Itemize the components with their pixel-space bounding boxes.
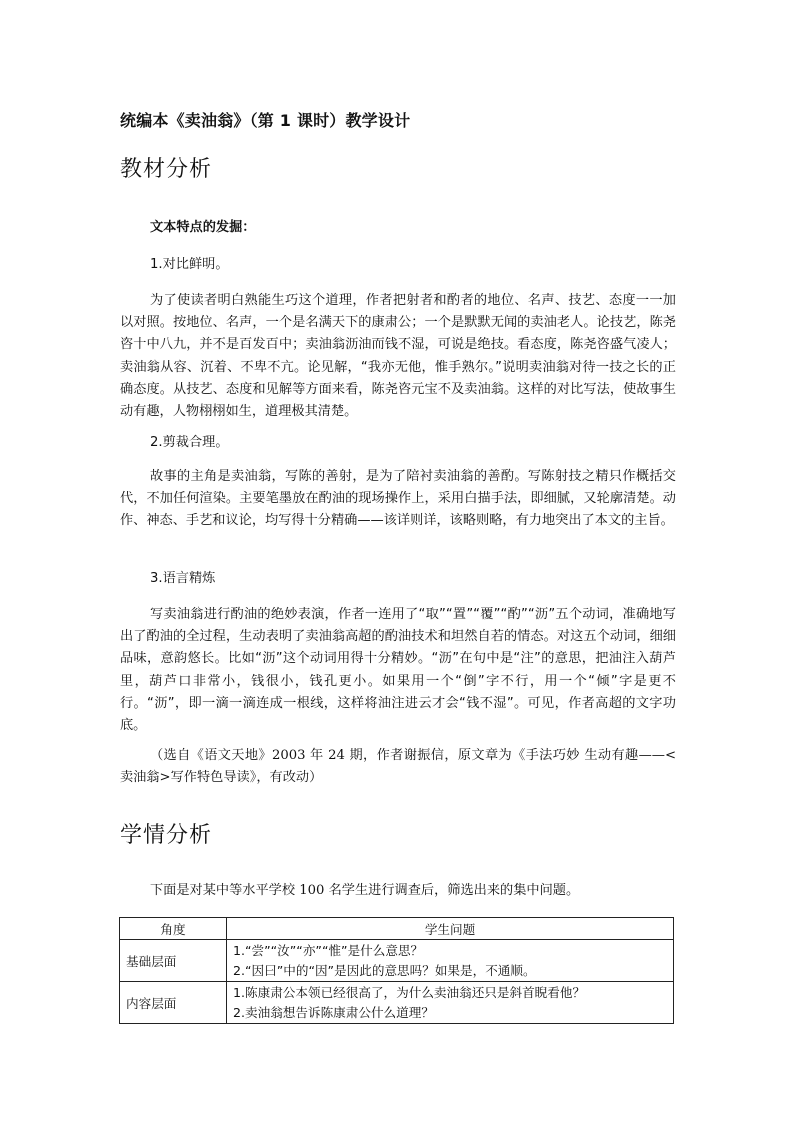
header-angle: 角度 xyxy=(120,918,227,940)
student-questions-table xyxy=(119,917,674,1024)
document-title: 统编本《卖油翁》（第 1 课时）教学设计 xyxy=(120,111,411,130)
question-item: 2.“因曰”中的“因”是因此的意思吗？如果是，不通顺。 xyxy=(233,962,536,978)
row-questions xyxy=(227,982,674,1024)
point-1-body: 为了使读者明白熟能生巧这个道理，作者把射者和酌者的地位、名声、技艺、态度一一加以对照。按地位、名声，一个是名满天下的康肃公；一个是默默无闻的卖油老人。论技艺，陈尧咨十中八九，并不是百发百中；卖油翁沥油而钱不湿，可说是绝技。看态度，陈尧咨盛气凌人；卖油翁从容、沉着、不卑不亢。论见解，“我亦无他，惟手熟尔。”说明卖油翁对待一技之长的正确态度。从技艺、态度和见解等方面来看，陈尧咨元宝不及卖油翁。这样的对比写法，使故事生动有趣，人物栩栩如生，道理极其清楚。 xyxy=(120,293,676,420)
subheading-text-features: 文本特点的发掘： xyxy=(150,220,256,235)
point-1-title: 1.对比鲜明。 xyxy=(150,257,229,272)
point-3-title: 3.语言精炼 xyxy=(150,571,216,586)
row-category: 基础层面 xyxy=(120,940,227,982)
source-citation: （选自《语文天地》2003 年 24 期，作者谢振信，原文章为《手法巧妙 生动有趣——<卖油翁>写作特色导读》，有改动） xyxy=(120,748,676,786)
row-questions xyxy=(227,940,674,982)
section-heading-textbook-analysis: 教材分析 xyxy=(120,157,213,182)
question-item: 1.“尝”“汝”“亦”“惟”是什么意思？ xyxy=(233,942,424,958)
section-heading-learner-analysis: 学情分析 xyxy=(120,823,213,848)
survey-intro: 下面是对某中等水平学校 100 名学生进行调查后，筛选出来的集中问题。 xyxy=(150,883,580,898)
point-3-body: 写卖油翁进行酌油的绝妙表演，作者一连用了“取”“置”“覆”“酌”“沥”五个动词，准确地写出了酌油的全过程，生动表明了卖油翁高超的酌油技术和坦然自若的情态。对这五个动词，细细品味，意韵悠长。比如“沥”这个动词用得十分精妙。“沥”在句中是“注”的意思，把油注入葫芦里，葫芦口非常小，钱很小，钱孔更小。如果用一个“倒”字不行，用一个“倾”字是更不行。“沥”，即一滴一滴连成一根线，这样将油注进云才会“钱不湿”。可见，作者高超的文字功底。 xyxy=(120,607,676,734)
table-row xyxy=(120,982,674,1024)
question-item: 1.陈康肃公本领已经很高了，为什么卖油翁还只是斜首睨看他？ xyxy=(233,984,586,1000)
table-row xyxy=(120,940,674,982)
header-questions: 学生问题 xyxy=(227,918,674,940)
point-2-title: 2.剪裁合理。 xyxy=(150,435,229,450)
question-item: 2.卖油翁想告诉陈康肃公什么道理？ xyxy=(233,1004,434,1020)
point-2-body: 故事的主角是卖油翁，写陈的善射，是为了陪衬卖油翁的善酌。写陈射技之精只作概括交代，不加任何渲染。主要笔墨放在酌油的现场操作上，采用白描手法，即细腻，又轮廓清楚。动作、神态、手艺和议论，均写得十分精确——该详则详，该略则略，有力地突出了本文的主旨。 xyxy=(120,469,676,529)
table-header-row xyxy=(120,918,674,940)
row-category: 内容层面 xyxy=(120,982,227,1024)
